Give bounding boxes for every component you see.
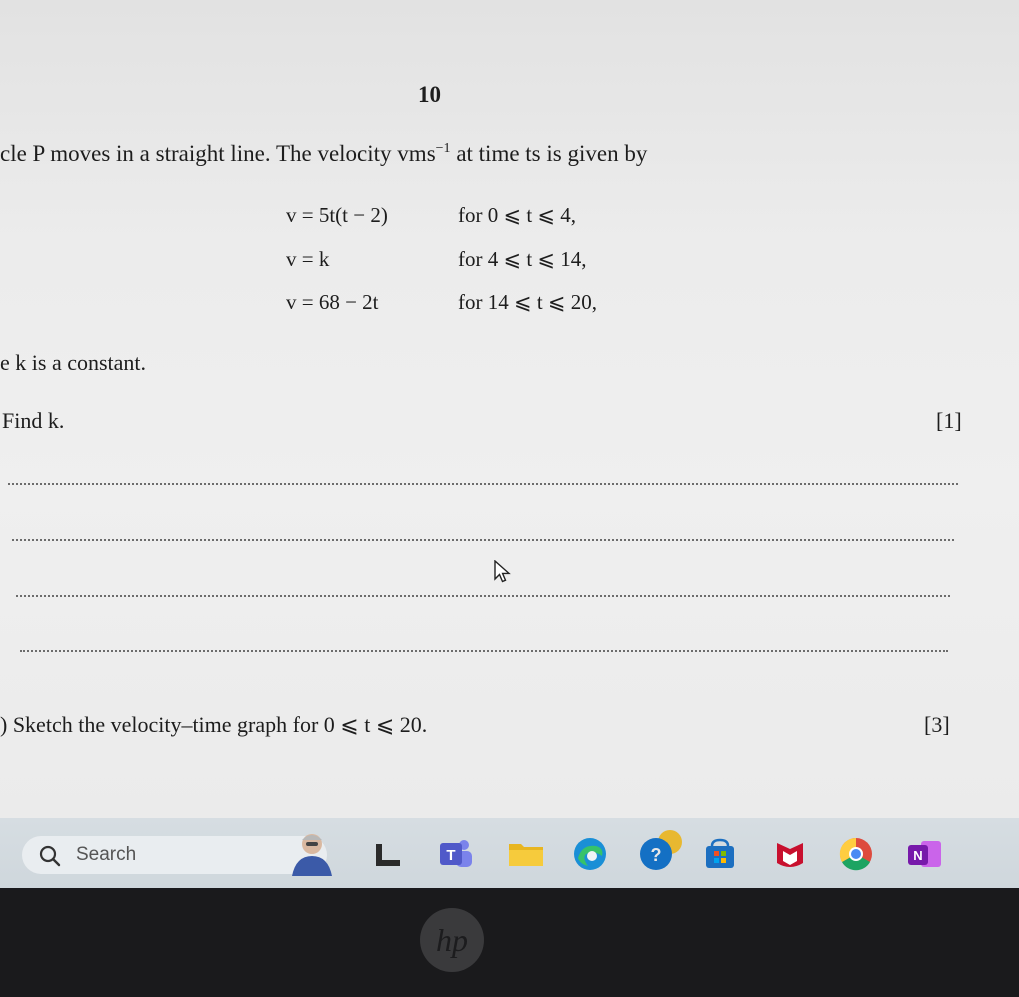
question-a: Find k. [2, 408, 65, 433]
mark-a: [1] [936, 408, 962, 433]
constant-note: e k is a constant. [0, 350, 147, 375]
equation-3: v = 68 − 2t [286, 290, 379, 314]
answer-line [20, 650, 948, 652]
condition-3: for 14 ⩽ t ⩽ 20, [458, 290, 598, 314]
equation-1: v = 5t(t − 2) [286, 203, 388, 227]
chat-icon[interactable] [636, 828, 686, 874]
svg-text:T: T [446, 847, 456, 864]
laptop-bezel [0, 888, 1019, 997]
question-b: ) Sketch the velocity–time graph for 0 ⩽ t ⩽ 20. [0, 712, 428, 737]
user-avatar-icon[interactable] [288, 830, 336, 876]
hp-logo-icon [417, 905, 487, 975]
folder-icon[interactable] [506, 834, 546, 874]
search-icon [38, 844, 62, 868]
condition-1: for 0 ⩽ t ⩽ 4, [458, 203, 577, 227]
mouse-cursor-icon [494, 560, 512, 584]
chrome-icon[interactable] [836, 834, 876, 874]
answer-line [8, 483, 958, 485]
intro-text: cle P moves in a straight line. The velocity vms [0, 141, 436, 166]
svg-text:N: N [913, 848, 923, 863]
svg-text:hp: hp [436, 922, 468, 958]
answer-line [12, 539, 954, 541]
mark-b: [3] [924, 712, 950, 737]
svg-text:?: ? [650, 845, 662, 865]
taskbar [0, 818, 1019, 888]
taskbar-search-box[interactable] [22, 836, 327, 874]
edge-icon[interactable] [570, 834, 610, 874]
answer-line [16, 595, 950, 597]
intro-superscript: −1 [435, 141, 451, 156]
equation-2: v = k [286, 247, 330, 271]
onenote-icon[interactable] [904, 834, 944, 874]
store-icon[interactable] [700, 834, 740, 874]
condition-2: for 4 ⩽ t ⩽ 14, [458, 247, 587, 271]
file-explorer-icon[interactable] [368, 834, 408, 874]
intro-tail: at time ts is given by [450, 141, 648, 166]
search-label: Search [76, 844, 137, 865]
teams-icon[interactable] [436, 834, 476, 874]
page-number: 10 [418, 82, 441, 107]
question-intro [0, 141, 647, 167]
mcafee-icon[interactable] [770, 834, 810, 874]
